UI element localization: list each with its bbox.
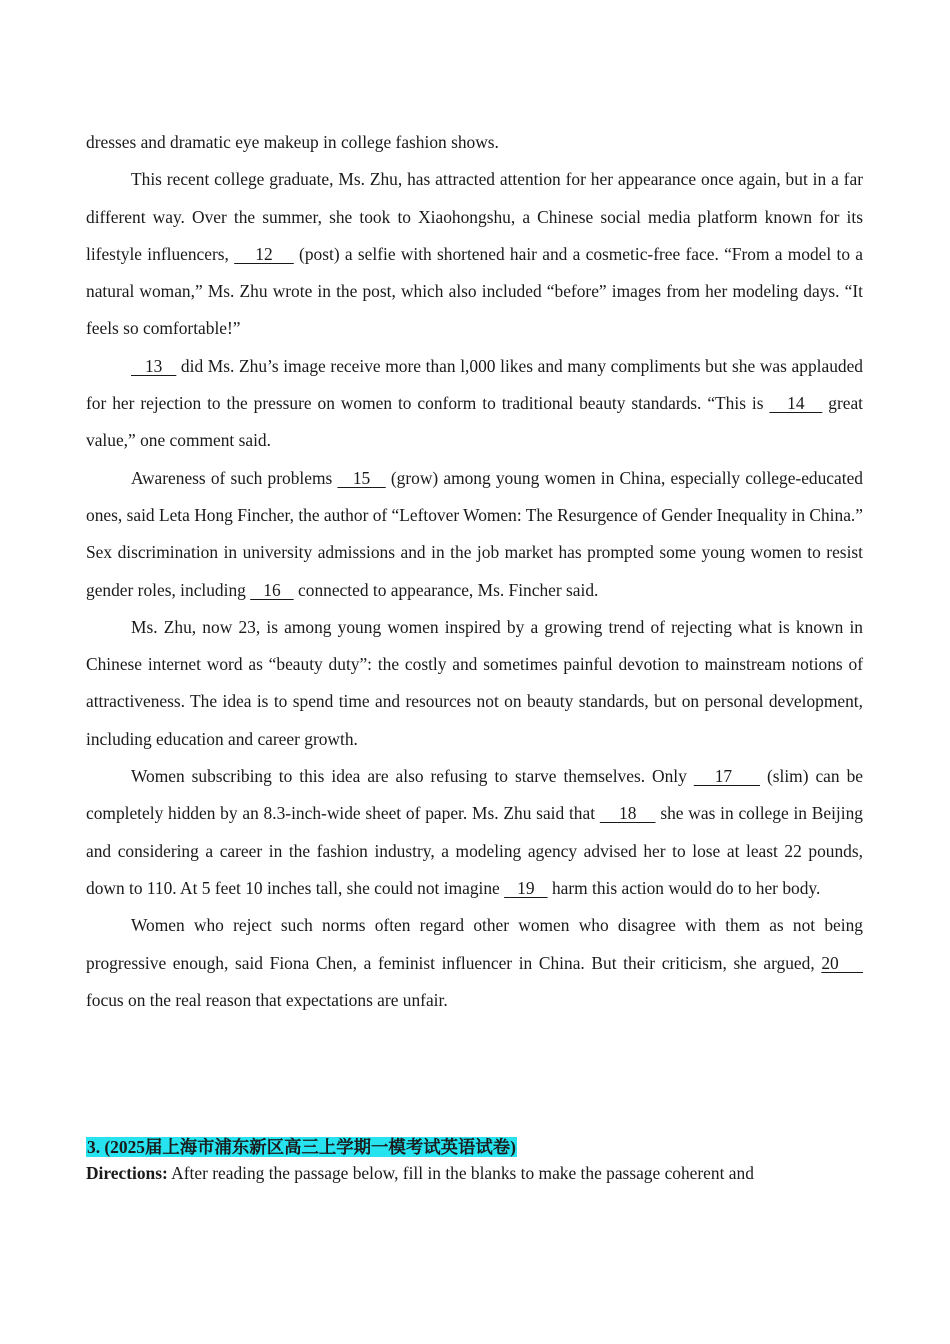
paragraph-6 [86,907,863,1019]
blank-13: 13 [131,355,177,376]
blank-17: 17 [693,766,760,787]
paragraph-3 [86,460,863,609]
paragraph-2-text-b: great value,” one comment said. [86,393,864,451]
paragraph-2 [86,348,863,460]
paragraph-3-text-c: connected to appearance, Ms. Fincher said. [293,579,599,600]
paragraph-3-text-b: (grow) among young women in China, especially college-educated ones, said Leta Hong Fincher, the author of “Leftover Women: The Resurgence of Gender Inequality in China.” Sex discrimination in university admissions and in the job market has prompted some young women to resist gender roles, including [86,467,863,600]
blank-16: 16 [250,579,294,600]
paragraph-2-text-a: did Ms. Zhu’s image receive more than l,000 likes and many compliments but she was applauded for her rejection to the pressure on women to conform to traditional beauty standards. “This is [86,355,863,414]
section-3-heading [86,1134,863,1160]
blank-18: 18 [599,803,656,824]
blank-20: 20 [821,952,864,973]
paragraph-1-text-b: (post) a selfie with shortened hair and a cosmetic-free face. “From a model to a natural woman,” Ms. Zhu wrote in the post, which also included “before” images from her modeling days. “It feels so comfortable!” [86,243,864,339]
question-title: 3. (2025届上海市浦东新区高三上学期一模考试英语试卷) [87,1137,516,1157]
passage [86,124,863,1019]
paragraph-3-text-a: Awareness of such problems [131,467,338,488]
paragraph-0: dresses and dramatic eye makeup in college fashion shows. [86,132,499,152]
blank-19: 19 [504,877,548,898]
paragraph-4: Ms. Zhu, now 23, is among young women inspired by a growing trend of rejecting what is known in Chinese internet word as “beauty duty”: the costly and sometimes painful devotion to mainstream notions of attractiveness. The idea is to spend time and resources not on beauty standards, but on personal development, including education and career growth. [86,616,863,749]
paragraph-1-text-a: This recent college graduate, Ms. Zhu, has attracted attention for her appearance once again, but in a far different way. Over the summer, she took to Xiaohongshu, a Chinese social media platform known for its lifestyle influencers, [86,169,863,264]
blank-15: 15 [337,467,386,488]
directions-text: After reading the passage below, fill in the blanks to make the passage coherent and [167,1163,754,1183]
paragraph-6-text-b: focus on the real reason that expectations are unfair. [86,989,448,1010]
blank-12: 12 [234,243,294,264]
section-3 [86,1134,863,1186]
paragraph-5-text-c: she was in college in Beijing and considering a career in the fashion industry, a modeling agency advised her to lose at least 22 pounds, down to 110. At 5 feet 10 inches tall, she could not imagine [86,803,863,898]
paragraph-5-text-b: (slim) can be completely hidden by an 8.3-inch-wide sheet of paper. Ms. Zhu said that [86,766,863,824]
blank-14: 14 [769,393,823,414]
paragraph-5-text-d: harm this action would do to her body. [547,877,821,898]
directions [86,1160,863,1186]
paragraph-6-text-a: Women who reject such norms often regard other women who disagree with them as not being progressive enough, said Fiona Chen, a feminist influencer in China. But their criticism, she argued, [86,915,863,973]
paragraph-5 [86,758,863,907]
paragraph-5-text-a: Women subscribing to this idea are also refusing to starve themselves. Only [131,766,694,787]
paragraph-1 [86,161,863,347]
directions-label: Directions: [86,1163,168,1183]
